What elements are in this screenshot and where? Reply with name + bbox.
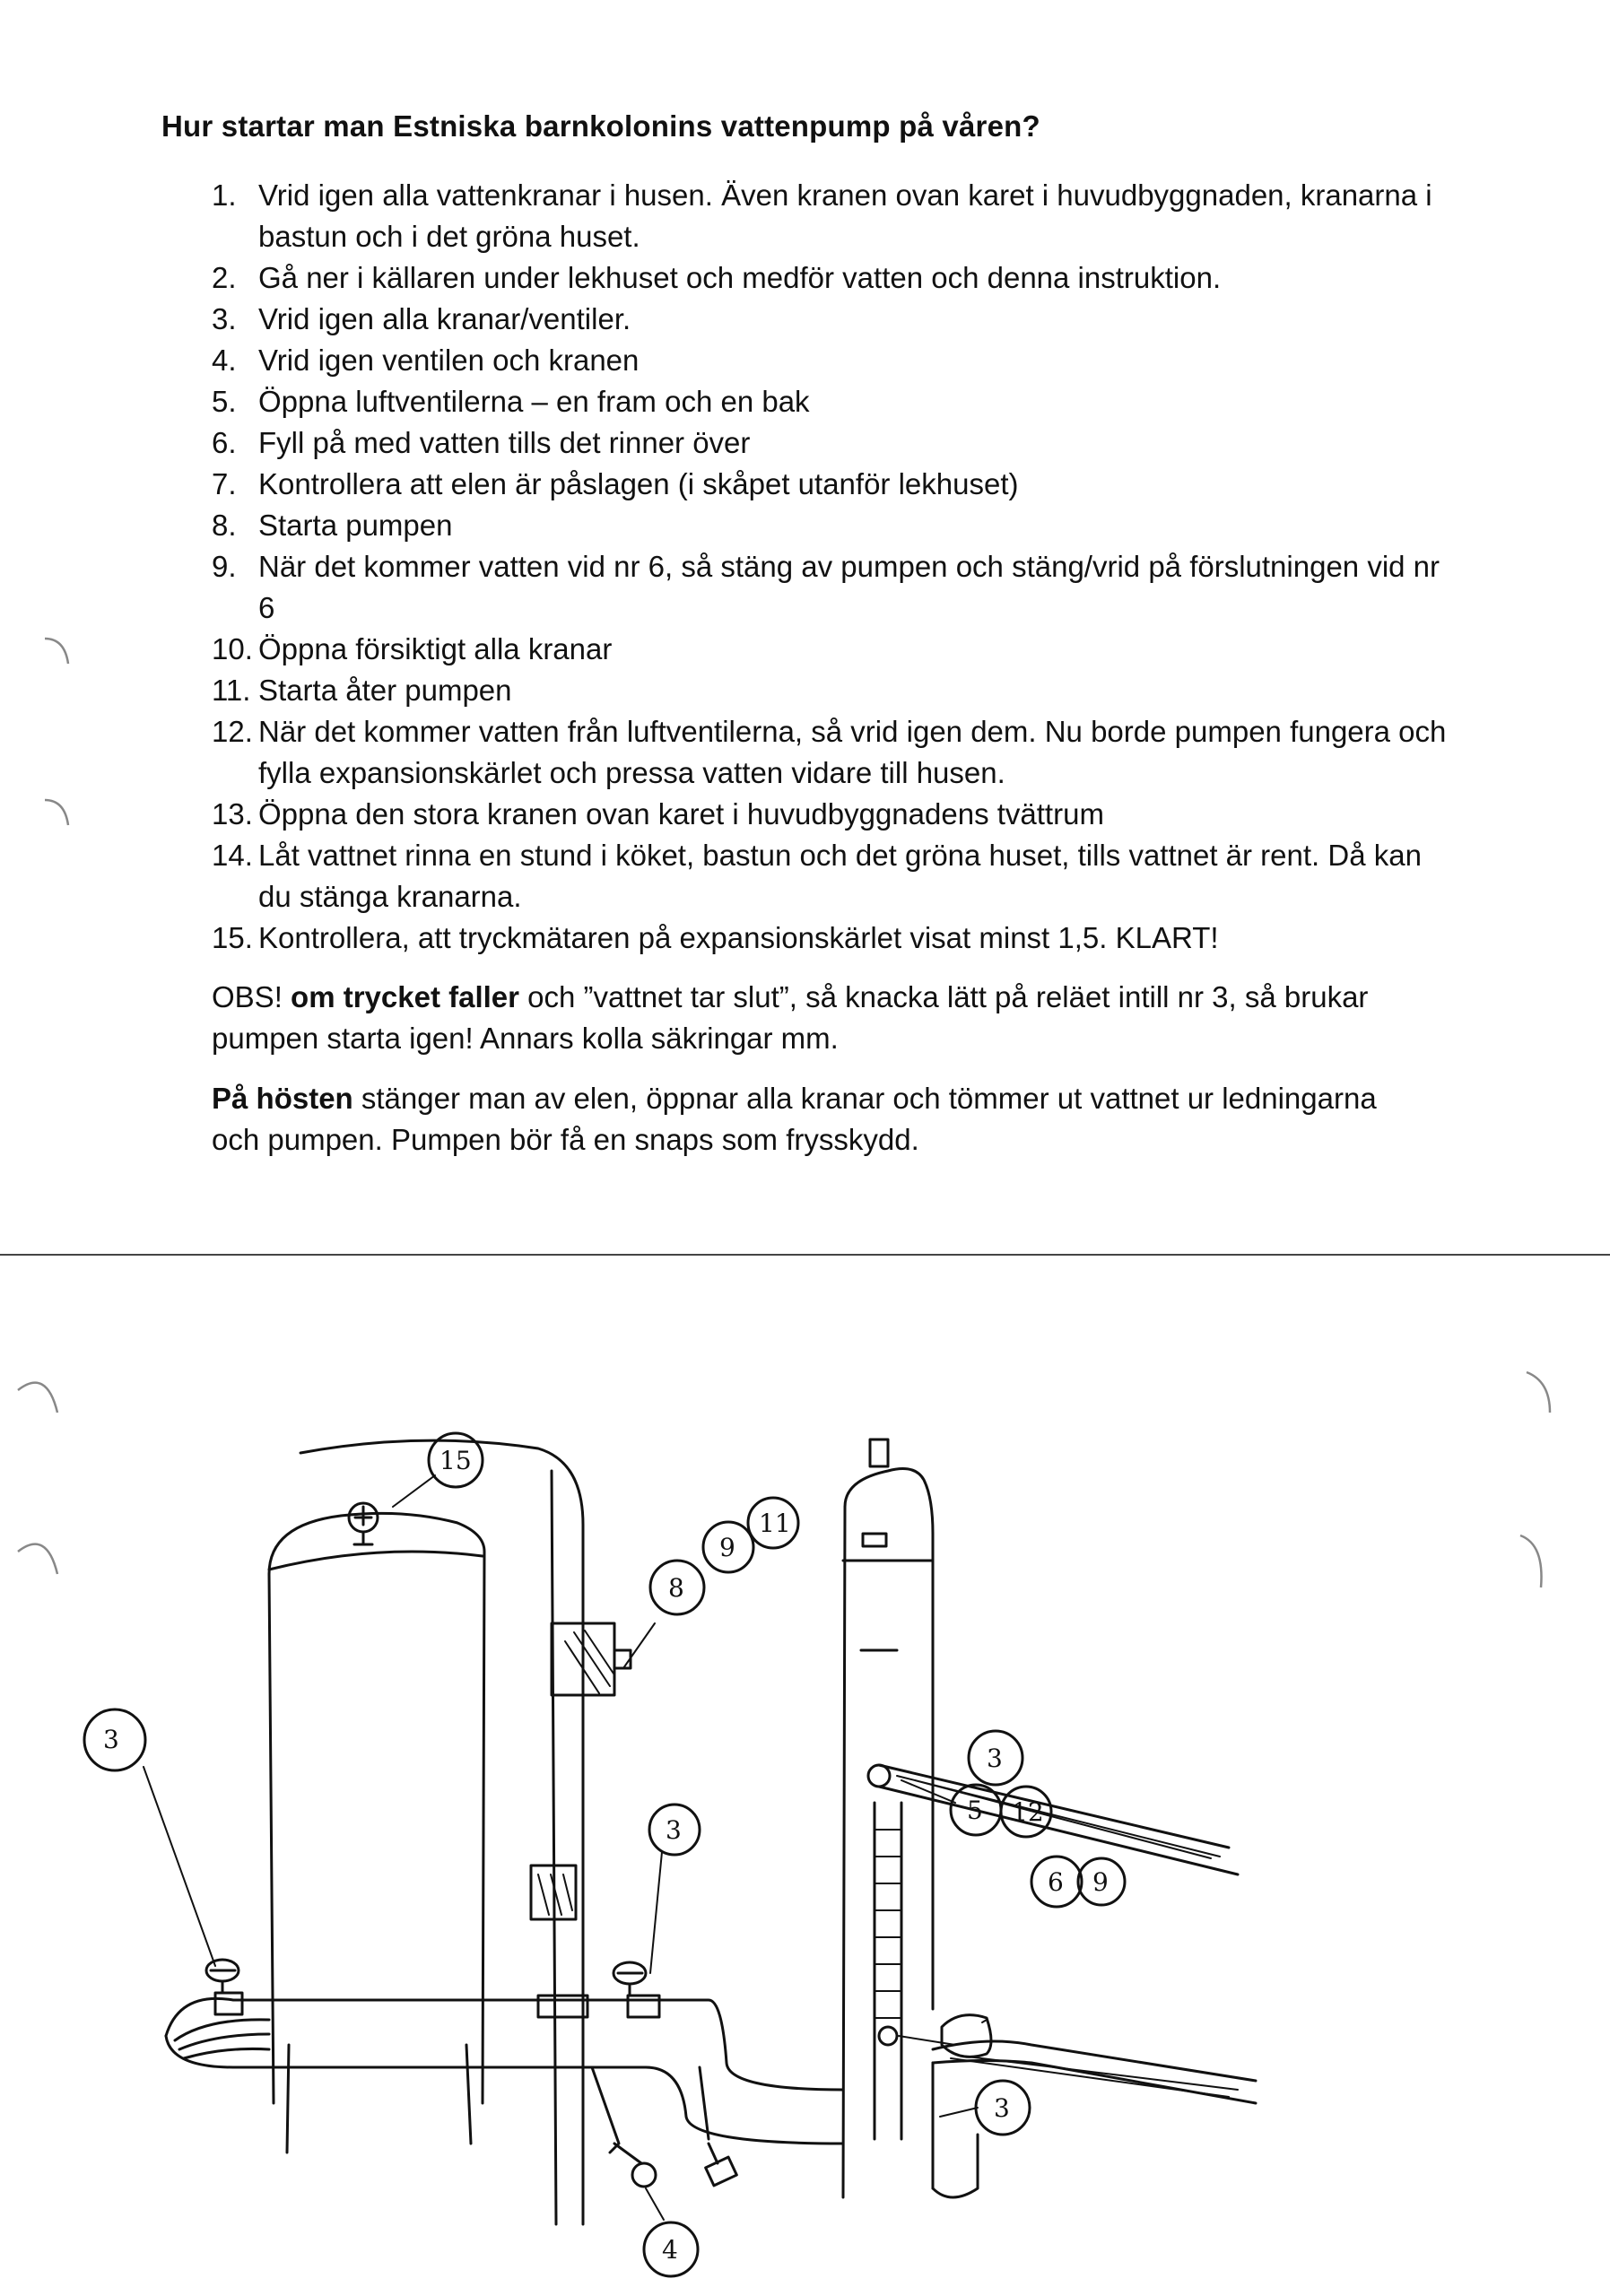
list-item xyxy=(212,175,1449,257)
label-badge xyxy=(951,1785,1001,1835)
step-text: Kontrollera att elen är påslagen (i skåpet utanför lekhuset) xyxy=(258,467,1019,500)
supply-pipe xyxy=(300,1440,583,2224)
pressure-gauge xyxy=(349,1503,378,1544)
step-number: 12. xyxy=(212,715,253,748)
step-text: Fyll på med vatten tills det rinner över xyxy=(258,426,751,459)
list-item xyxy=(212,794,1449,835)
step-number: 1. xyxy=(212,178,237,212)
valve-left-icon xyxy=(206,1960,239,1993)
list-item xyxy=(212,464,1449,505)
label-text: 4 xyxy=(662,2235,678,2265)
main-pipe xyxy=(166,1993,843,2152)
label-text: 9 xyxy=(719,1533,735,1562)
step-text: Öppna luftventilerna – en fram och en bak xyxy=(258,385,810,418)
step-number: 8. xyxy=(212,509,237,542)
step-number: 13. xyxy=(212,797,253,831)
note-text: stänger man av elen, öppnar alla kranar och tömmer ut vattnet ur ledningarna och pumpen. Pumpen bör få en snaps som frysskydd. xyxy=(212,1082,1377,1156)
step-number: 7. xyxy=(212,467,237,500)
drain-valve-icon xyxy=(614,2144,736,2187)
step-text: När det kommer vatten från luftventilerna, så vrid igen dem. Nu borde pumpen fungera och fylla expansionskärlet och pressa vatten vidare till husen. xyxy=(258,715,1447,789)
step-number: 14. xyxy=(212,839,253,872)
label-text: 9 xyxy=(1092,1867,1109,1897)
label-badge xyxy=(1001,1787,1051,1837)
label-text: 12 xyxy=(1012,1797,1044,1827)
note-text: och ”vattnet tar slut”, så knacka lätt på reläet intill nr 3, så brukar pumpen starta igen! Annars kolla säkringar mm. xyxy=(212,980,1369,1055)
step-text: När det kommer vatten vid nr 6, så stäng av pumpen och stäng/vrid på förslutningen vid nr 6 xyxy=(258,550,1440,624)
step-number: 6. xyxy=(212,426,237,459)
list-item xyxy=(212,546,1449,629)
label-badge xyxy=(976,2081,1030,2135)
step-number: 10. xyxy=(212,632,253,665)
label-text: 11 xyxy=(759,1509,791,1538)
outlet-pipe xyxy=(933,2041,1256,2103)
step-number: 15. xyxy=(212,921,253,954)
label-text: 3 xyxy=(994,2093,1010,2123)
list-item xyxy=(212,505,1449,546)
step-number: 4. xyxy=(212,344,237,377)
step-text: Vrid igen ventilen och kranen xyxy=(258,344,640,377)
step-number: 11. xyxy=(212,674,251,707)
list-item xyxy=(212,629,1449,670)
label-badge xyxy=(84,1709,145,1770)
label-badge xyxy=(748,1498,798,1548)
step-text: Låt vattnet rinna en stund i köket, bastun och det gröna huset, tills vattnet är rent. Då kan du stänga kranarna. xyxy=(258,839,1422,913)
expansion-tank xyxy=(269,1513,484,2152)
label-text: 5 xyxy=(967,1796,983,1825)
step-number: 9. xyxy=(212,550,237,583)
label-text: 15 xyxy=(439,1446,472,1475)
list-item xyxy=(212,299,1449,340)
label-text: 8 xyxy=(668,1573,684,1603)
step-number: 2. xyxy=(212,261,237,294)
supply-pipe-inner xyxy=(552,1471,556,2224)
step-text: Öppna försiktigt alla kranar xyxy=(258,632,613,665)
step-text: Starta pumpen xyxy=(258,509,453,542)
label-badge xyxy=(969,1731,1023,1785)
label-badge xyxy=(1031,1857,1082,1907)
list-item xyxy=(212,381,1449,422)
list-item xyxy=(212,918,1449,959)
note-prefix: OBS! xyxy=(212,980,292,1013)
label-badge xyxy=(644,2222,698,2276)
label-text: 6 xyxy=(1048,1867,1064,1897)
document-title: Hur startar man Estniska barnkolonins vattenpump på våren? xyxy=(161,109,1040,143)
label-badge xyxy=(703,1522,753,1572)
list-item xyxy=(212,257,1449,299)
list-item xyxy=(212,422,1449,464)
list-item xyxy=(212,835,1449,918)
list-item xyxy=(212,340,1449,381)
step-text: Vrid igen alla kranar/ventiler. xyxy=(258,302,631,335)
step-text: Kontrollera, att tryckmätaren på expansionskärlet visat minst 1,5. KLART! xyxy=(258,921,1219,954)
step-text: Vrid igen alla vattenkranar i husen. Även kranen ovan karet i huvudbyggnaden, kranarna i bastun och i det gröna huset. xyxy=(258,178,1432,253)
step-text: Starta åter pumpen xyxy=(258,674,512,707)
valve-mid-icon xyxy=(614,1962,646,1996)
label-text: 3 xyxy=(666,1815,682,1845)
warning-note xyxy=(212,977,1414,1059)
step-text: Öppna den stora kranen ovan karet i huvudbyggnadens tvättrum xyxy=(258,797,1104,831)
step-number: 5. xyxy=(212,385,237,418)
step-list xyxy=(212,175,1449,959)
step-number: 3. xyxy=(212,302,237,335)
note-emphasis: om trycket faller xyxy=(291,980,519,1013)
list-item xyxy=(212,670,1449,711)
pump-sketch xyxy=(0,1256,1610,2296)
label-text: 3 xyxy=(103,1725,119,1754)
list-item xyxy=(212,711,1449,794)
label-text: 3 xyxy=(987,1744,1003,1773)
label-badge xyxy=(650,1561,704,1614)
relay-box xyxy=(552,1623,631,1695)
pump-diagram xyxy=(0,1256,1610,2296)
note-emphasis: På hösten xyxy=(212,1082,353,1115)
label-badge xyxy=(649,1805,700,1855)
autumn-note xyxy=(212,1078,1414,1161)
label-badge xyxy=(1078,1858,1125,1905)
step-text: Gå ner i källaren under lekhuset och medför vatten och denna instruktion. xyxy=(258,261,1222,294)
